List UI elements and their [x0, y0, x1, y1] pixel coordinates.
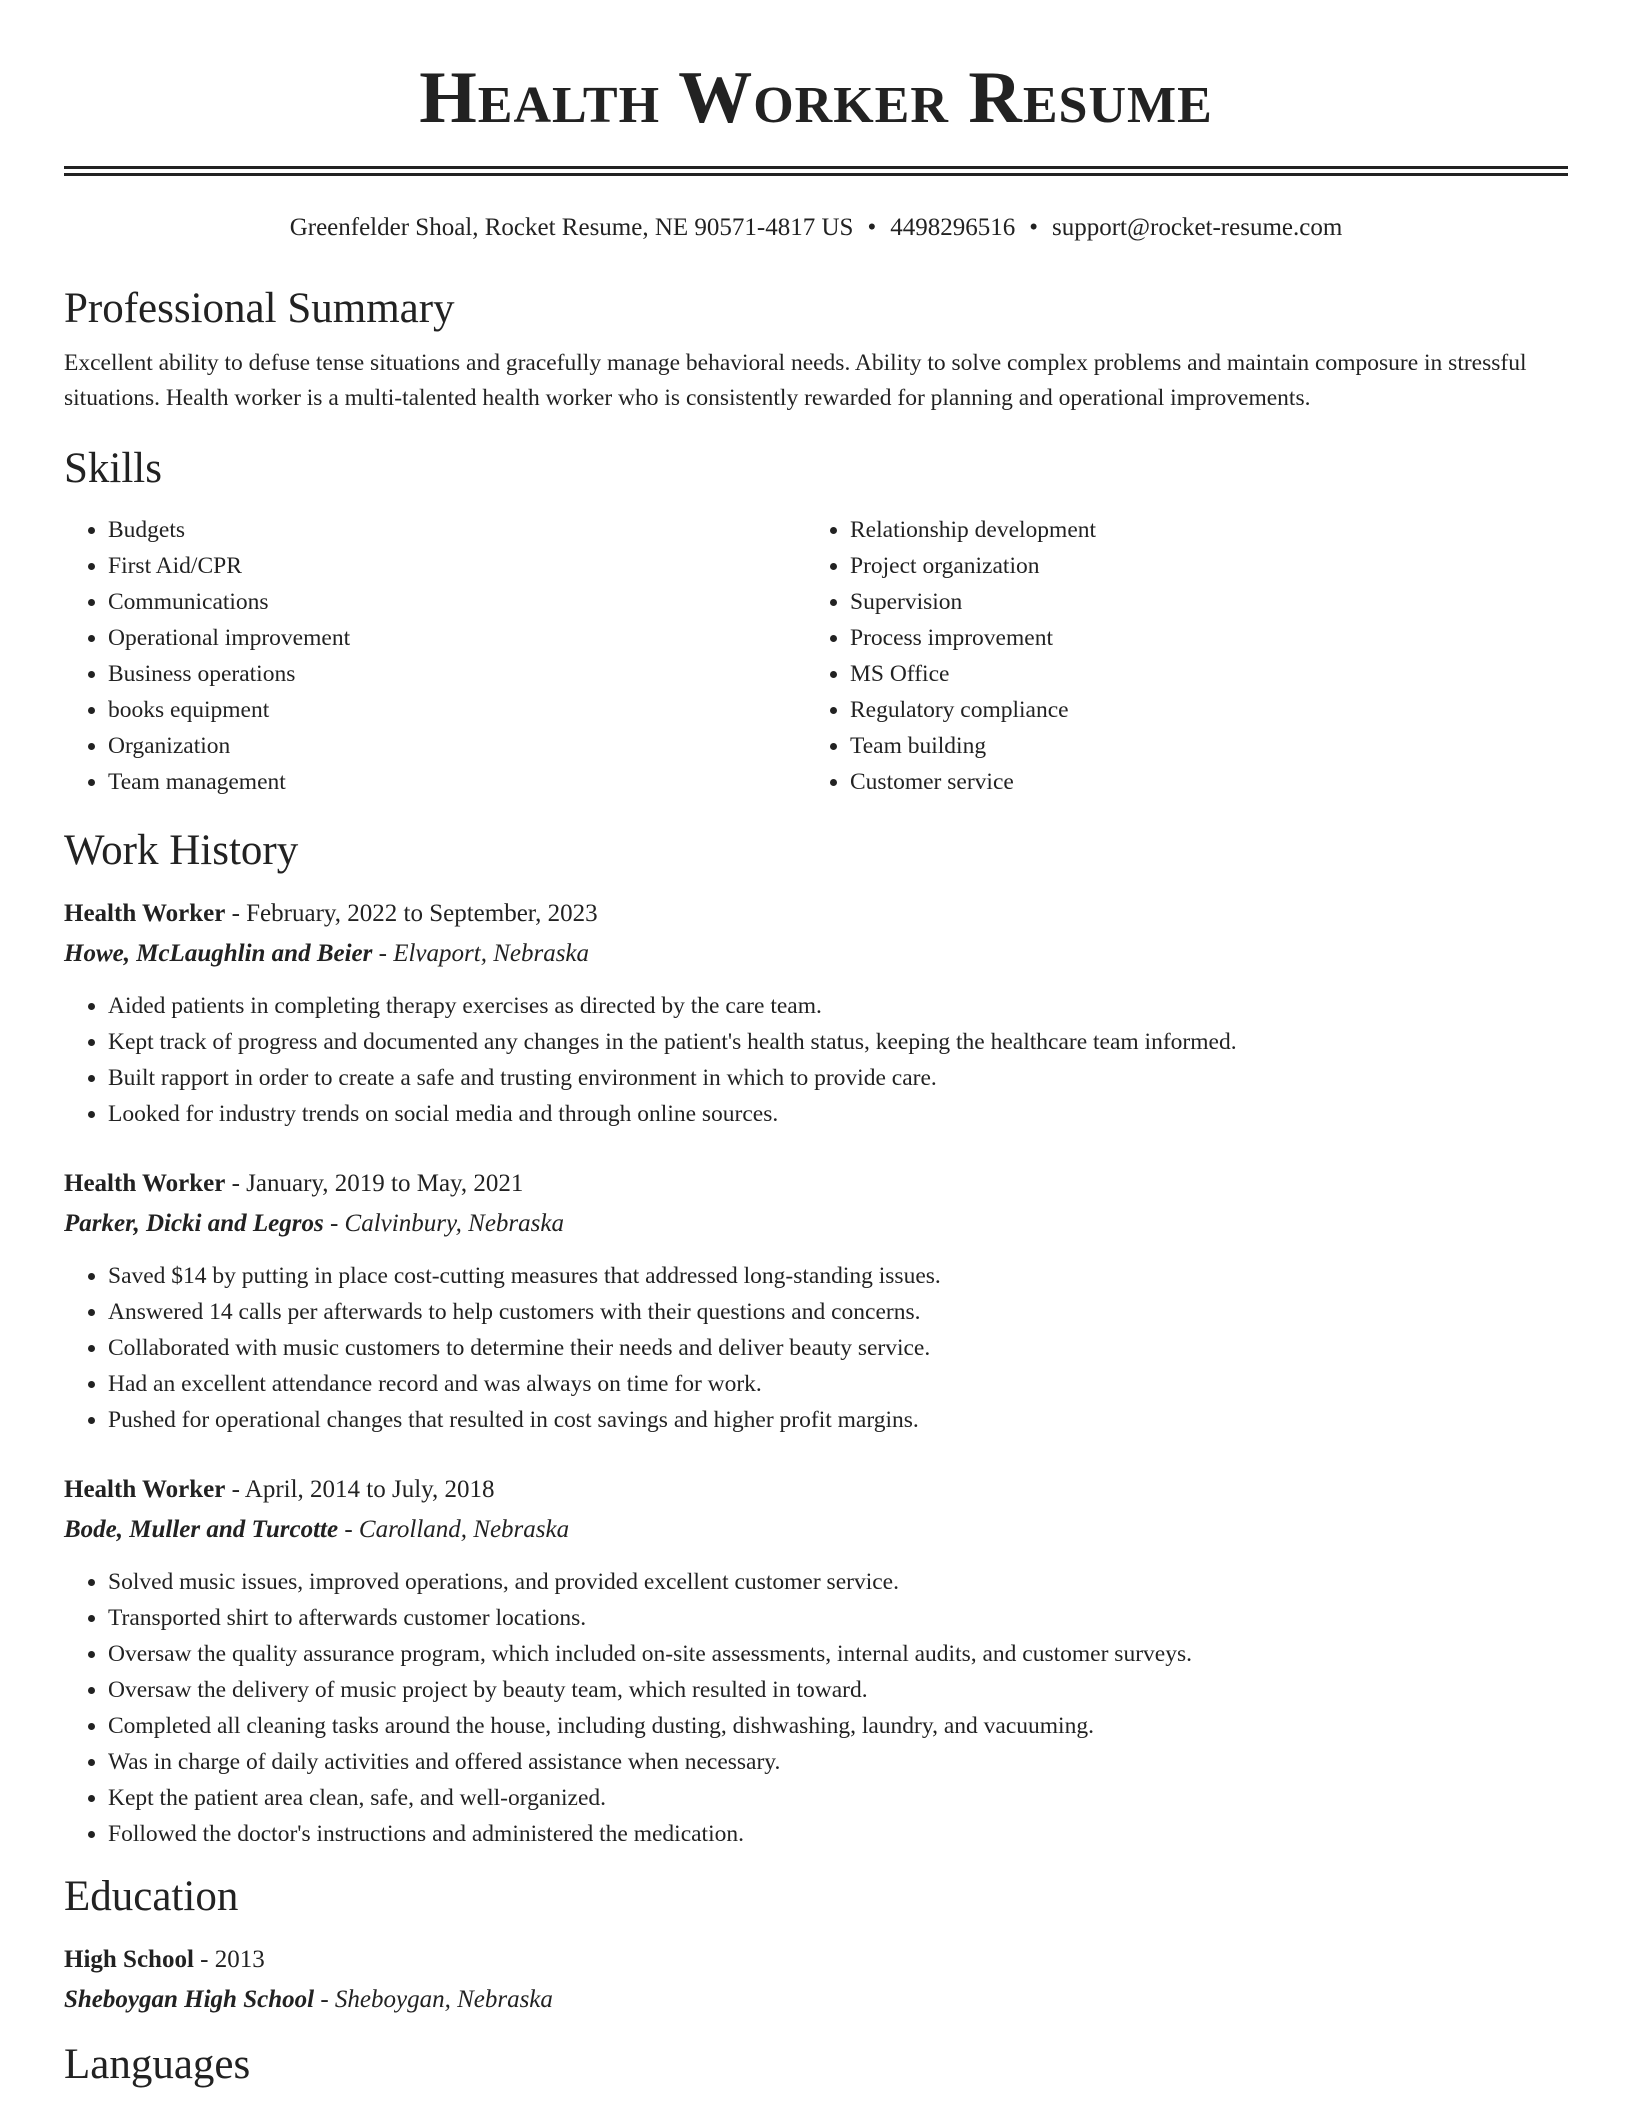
- education-school: Sheboygan High School: [64, 1986, 315, 2013]
- skill-item: • Regulatory compliance: [850, 692, 1550, 728]
- job-title: Health Worker: [64, 1170, 226, 1197]
- job-joiner: -: [338, 1516, 359, 1543]
- education-degree: High School: [64, 1946, 194, 1973]
- skill-item: • Organization: [108, 728, 806, 764]
- education-entry: [64, 1940, 1568, 2020]
- job-bullet: • Was in charge of daily activities and offered assistance when necessary.: [108, 1744, 1568, 1780]
- section-heading-languages: Languages: [64, 2041, 251, 2088]
- job-joiner: -: [372, 940, 394, 967]
- job-company-line: [64, 1510, 1568, 1550]
- resume-page: [64, 0, 1568, 2092]
- job-bullet: • Aided patients in completing therapy exercises as directed by the care team.: [108, 988, 1568, 1024]
- title-double-rule: [64, 166, 1568, 176]
- job-bullets: [64, 1564, 1568, 1852]
- job-bullet: • Answered 14 calls per afterwards to help customers with their questions and concerns.: [108, 1294, 1568, 1330]
- job-company: Howe, McLaughlin and Beier: [64, 940, 373, 967]
- skill-item: • Supervision: [850, 584, 1550, 620]
- job-bullet: • Pushed for operational changes that resulted in cost savings and higher profit margins.: [108, 1402, 1568, 1438]
- job-bullet: • Oversaw the delivery of music project by beauty team, which resulted in toward.: [108, 1672, 1568, 1708]
- job-location: Calvinbury, Nebraska: [344, 1210, 564, 1237]
- skill-item: • Budgets: [108, 512, 806, 548]
- job-company: Bode, Muller and Turcotte: [64, 1516, 339, 1543]
- job-company-line: [64, 1204, 1568, 1244]
- job-dates: January, 2019 to May, 2021: [246, 1170, 524, 1197]
- job-bullet: • Followed the doctor's instructions and administered the medication.: [108, 1816, 1568, 1852]
- job-dates: February, 2022 to September, 2023: [246, 900, 598, 927]
- skill-item: • First Aid/CPR: [108, 548, 806, 584]
- skill-item: • Process improvement: [850, 620, 1550, 656]
- job-joiner: -: [225, 1476, 245, 1503]
- education-school-line: [64, 1980, 1568, 2020]
- job-title-line: [64, 1470, 1568, 1510]
- skill-item: • books equipment: [108, 692, 806, 728]
- job-company: Parker, Dicki and Legros: [64, 1210, 324, 1237]
- job-bullet: • Oversaw the quality assurance program, which included on-site assessments, internal audits, and customer surveys.: [108, 1636, 1568, 1672]
- job-title: Health Worker: [64, 900, 226, 927]
- job-bullet: • Saved $14 by putting in place cost-cutting measures that addressed long-standing issues.: [108, 1258, 1568, 1294]
- job-bullet: • Built rapport in order to create a safe and trusting environment in which to provide care.: [108, 1060, 1568, 1096]
- skill-item: • Customer service: [850, 764, 1550, 800]
- job-bullet: • Collaborated with music customers to determine their needs and deliver beauty service.: [108, 1330, 1568, 1366]
- resume-title: Health Worker Resume: [419, 57, 1213, 139]
- job-title: Health Worker: [64, 1476, 226, 1503]
- job-title-line: [64, 894, 1568, 934]
- job-joiner: -: [225, 900, 247, 927]
- skill-item: • Relationship development: [850, 512, 1550, 548]
- job-bullets: [64, 1258, 1568, 1438]
- job-title-line: [64, 1164, 1568, 1204]
- contact-address: Greenfelder Shoal, Rocket Resume, NE 90571-4817 US: [289, 214, 854, 241]
- contact-email: support@rocket-resume.com: [1052, 214, 1343, 241]
- education-degree-line: [64, 1940, 1568, 1980]
- skill-item: • MS Office: [850, 656, 1550, 692]
- job-bullet: • Solved music issues, improved operations, and provided excellent customer service.: [108, 1564, 1568, 1600]
- skill-item: • Business operations: [108, 656, 806, 692]
- skill-item: • Team building: [850, 728, 1550, 764]
- skills-column-left: [64, 512, 806, 800]
- skill-item: • Project organization: [850, 548, 1550, 584]
- job-bullet: • Kept the patient area clean, safe, and well-organized.: [108, 1780, 1568, 1816]
- skills-list: [64, 512, 1568, 800]
- job-company-line: [64, 934, 1568, 974]
- job-bullet: • Transported shirt to afterwards customer locations.: [108, 1600, 1568, 1636]
- job-bullet: • Looked for industry trends on social media and through online sources.: [108, 1096, 1568, 1132]
- job-bullet: • Completed all cleaning tasks around the house, including dusting, dishwashing, laundry, and vacuuming.: [108, 1708, 1568, 1744]
- skill-item: • Operational improvement: [108, 620, 806, 656]
- job-bullets: [64, 988, 1568, 1132]
- job-location: Carolland, Nebraska: [358, 1516, 570, 1543]
- job-joiner: -: [323, 1210, 345, 1237]
- contact-line: [64, 210, 1568, 246]
- skill-item: • Team management: [108, 764, 806, 800]
- section-heading-summary: Professional Summary: [64, 285, 455, 332]
- job-location: Elvaport, Nebraska: [393, 940, 590, 967]
- contact-separator-1: •: [867, 214, 877, 241]
- job-dates: April, 2014 to July, 2018: [244, 1476, 495, 1503]
- section-heading-skills: Skills: [64, 445, 162, 492]
- skill-item: • Communications: [108, 584, 806, 620]
- section-heading-education: Education: [64, 1873, 239, 1920]
- education-location: Sheboygan, Nebraska: [334, 1986, 553, 2013]
- education-year: 2013: [214, 1946, 265, 1973]
- job-entry-1: [64, 894, 1568, 1132]
- job-joiner: -: [225, 1170, 247, 1197]
- job-bullet: • Kept track of progress and documented any changes in the patient's health status, keeping the healthcare team informed.: [108, 1024, 1568, 1060]
- section-heading-work-history: Work History: [64, 827, 299, 874]
- education-joiner: -: [314, 1986, 335, 2013]
- job-entry-3: [64, 1470, 1568, 1852]
- job-bullet: • Had an excellent attendance record and was always on time for work.: [108, 1366, 1568, 1402]
- contact-phone: 4498296516: [890, 214, 1016, 241]
- contact-separator-2: •: [1029, 214, 1038, 241]
- job-entry-2: [64, 1164, 1568, 1438]
- education-joiner: -: [193, 1946, 215, 1973]
- skills-column-right: [806, 512, 1550, 800]
- summary-text: Excellent ability to defuse tense situations and gracefully manage behavioral needs. Ability to solve complex problems and maintain composure in stressful situations. Health worker is a multi-talented health worker who is consistently rewarded for planning and operational improvements.: [64, 350, 1527, 411]
